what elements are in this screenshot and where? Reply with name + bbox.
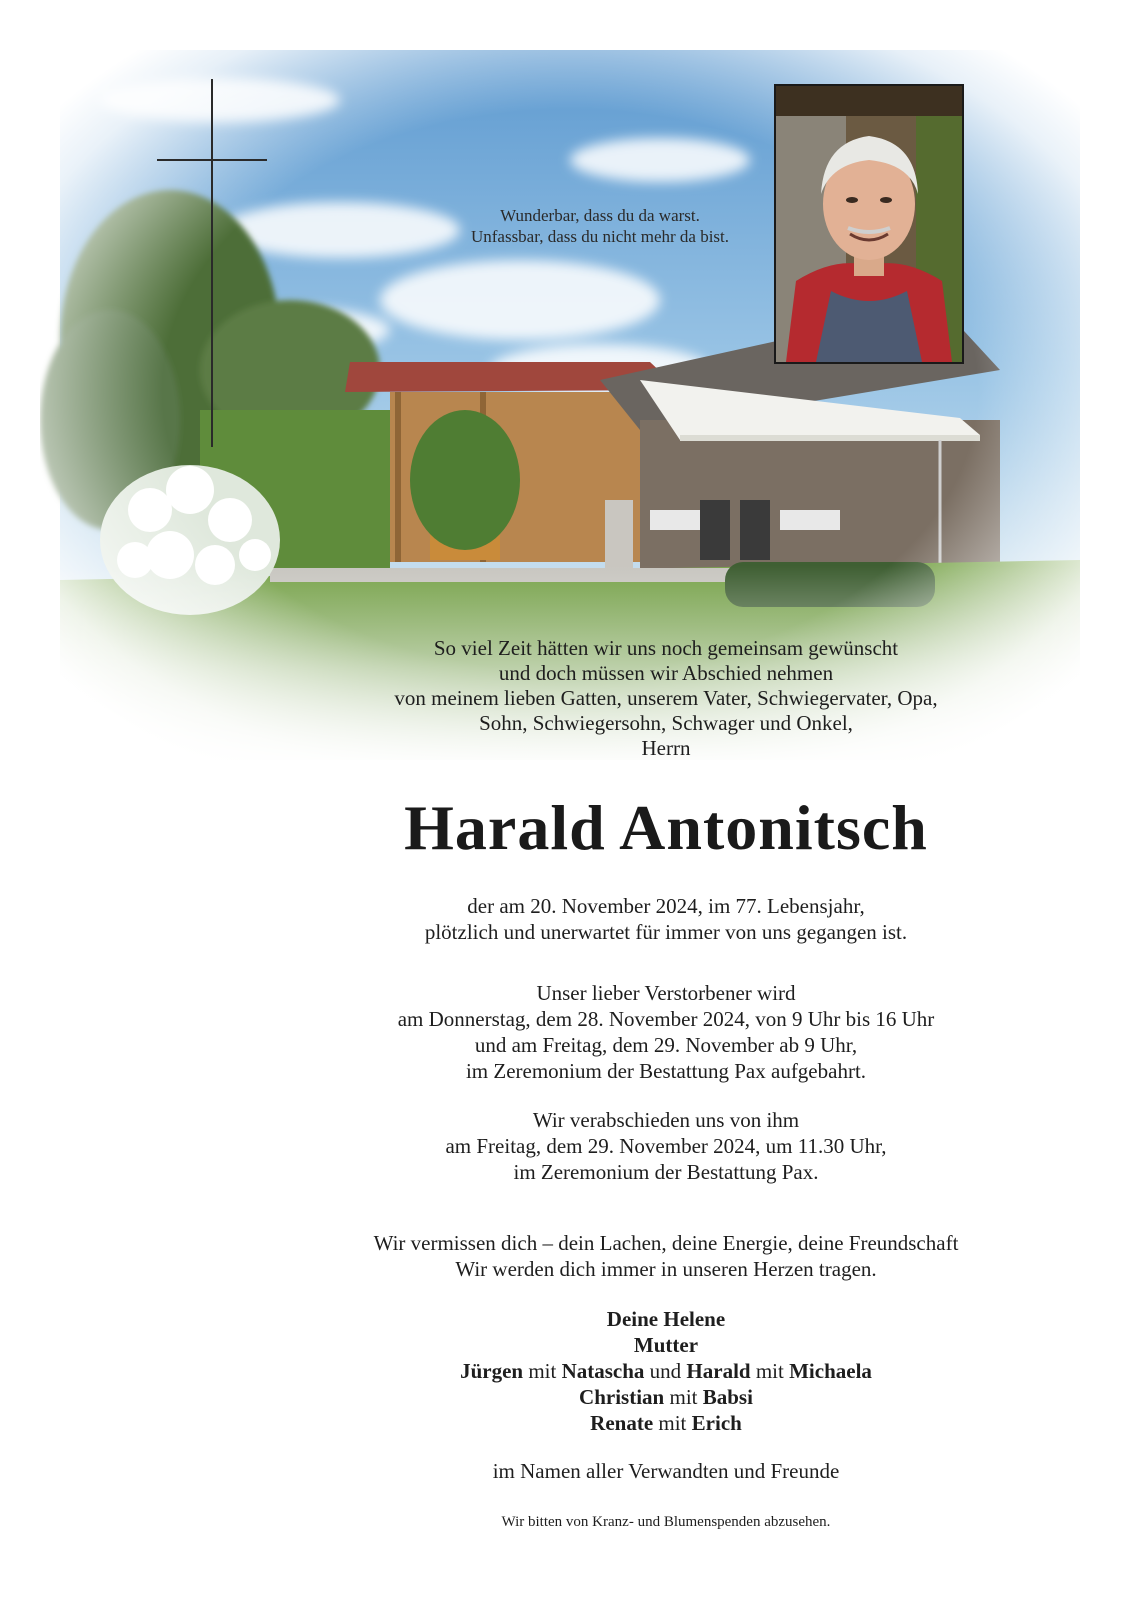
viewing-info (266, 980, 1066, 1084)
family-member-name: Erich (691, 1411, 742, 1435)
deceased-name: Harald Antonitsch (404, 792, 928, 863)
family-connector: und (644, 1359, 687, 1383)
intro-line: und doch müssen wir Abschied nehmen (498, 661, 834, 685)
intro-line: von meinem lieben Gatten, unserem Vater, Schwiegervater, Opa, (394, 686, 938, 710)
family-line: Mutter (633, 1333, 699, 1357)
portrait-photo (774, 84, 964, 364)
intro-line: Sohn, Schwiegersohn, Schwager und Onkel, (479, 711, 853, 735)
family-line (266, 1384, 1066, 1410)
family-connector: mit (750, 1359, 790, 1383)
farewell-line: Wir verabschieden uns von ihm (532, 1108, 800, 1132)
family-line: Deine Helene (606, 1307, 726, 1331)
viewing-line: Unser lieber Verstorbener wird (536, 981, 796, 1005)
remembrance-line: Wir werden dich immer in unseren Herzen tragen. (455, 1257, 877, 1281)
remembrance-text (266, 1230, 1066, 1282)
death-line: der am 20. November 2024, im 77. Lebensjahr, (467, 894, 865, 918)
viewing-line: im Zeremonium der Bestattung Pax aufgebahrt. (465, 1059, 867, 1083)
intro-line: So viel Zeit hätten wir uns noch gemeinsam gewünscht (433, 636, 899, 660)
family-member-name: Jürgen (460, 1359, 524, 1383)
donation-note: Wir bitten von Kranz- und Blumenspenden abzusehen. (501, 1514, 831, 1530)
death-info (266, 893, 1066, 945)
family-member-name: Natascha (561, 1359, 645, 1383)
family-member-name: Harald (686, 1359, 751, 1383)
death-line: plötzlich und unerwartet für immer von uns gegangen ist. (424, 920, 908, 944)
family-connector: mit (523, 1359, 562, 1383)
viewing-line: und am Freitag, dem 29. November ab 9 Uhr, (474, 1033, 858, 1057)
intro-text (266, 636, 1066, 761)
intro-line: Herrn (641, 736, 691, 760)
person-portrait (776, 86, 962, 362)
family-connector: mit (653, 1411, 692, 1435)
remembrance-line: Wir vermissen dich – dein Lachen, deine Energie, deine Freundschaft (373, 1231, 959, 1255)
cross-vertical-bar (211, 79, 213, 447)
farewell-line: im Zeremonium der Bestattung Pax. (513, 1160, 819, 1184)
family-member-name: Michaela (789, 1359, 872, 1383)
family-signatures (266, 1306, 1066, 1436)
farewell-info (266, 1107, 1066, 1185)
quote-line: Unfassbar, dass du nicht mehr da bist. (470, 227, 730, 246)
family-member-name: Christian (579, 1385, 665, 1409)
family-connector: mit (664, 1385, 703, 1409)
farewell-line: am Freitag, dem 29. November 2024, um 11.30 Uhr, (445, 1134, 887, 1158)
cross-horizontal-bar (157, 159, 267, 161)
quote-line: Wunderbar, dass du da warst. (500, 206, 700, 225)
viewing-line: am Donnerstag, dem 28. November 2024, von 9 Uhr bis 16 Uhr (397, 1007, 935, 1031)
closing-line: im Namen aller Verwandten und Freunde (492, 1459, 840, 1483)
family-line (266, 1358, 1066, 1384)
family-line (266, 1410, 1066, 1436)
memorial-quote (420, 205, 780, 247)
family-member-name: Babsi (702, 1385, 753, 1409)
family-member-name: Renate (590, 1411, 654, 1435)
